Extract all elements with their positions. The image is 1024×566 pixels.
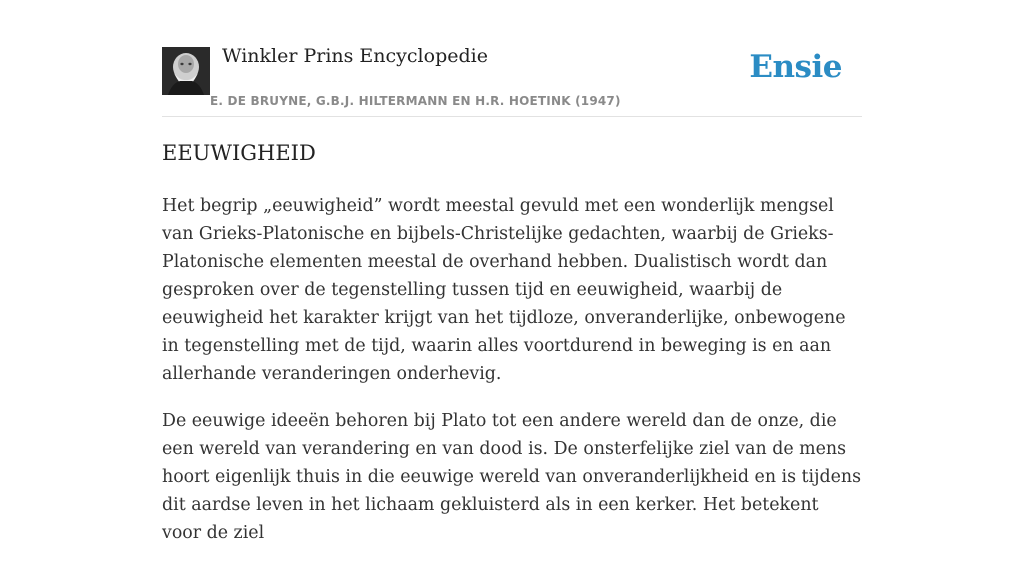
publication-title[interactable]: Winkler Prins Encyclopedie — [222, 45, 488, 67]
article-title: EEUWIGHEID — [162, 141, 316, 165]
page-header — [162, 0, 862, 117]
publication-authors: E. DE BRUYNE, G.B.J. HILTERMANN EN H.R. HOETINK (1947) — [210, 94, 621, 108]
ensie-logo[interactable]: Ensie — [749, 49, 842, 85]
article-paragraph: De eeuwige ideeën behoren bij Plato tot een andere wereld dan de onze, die een wereld van verandering en van dood is. De onsterfelijke ziel van de mens hoort eigenlijk thuis in die eeuwige wereld van onveranderlijkheid en is tijdens dit aardse leven in het lichaam gekluisterd als in een kerker. Het betekent voor de ziel — [162, 411, 862, 543]
article-paragraph: Het begrip „eeuwigheid” wordt meestal gevuld met een wonderlijk mengsel van Grieks-Platonische en bijbels-Christelijke gedachten, waarbij de Grieks-Platonische elementen meestal de overhand hebben. Dualistisch wordt dan gesproken over de tegenstelling tussen tijd en eeuwigheid, waarbij de eeuwigheid het karakter krijgt van het tijdloze, onveranderlijke, onbewogene in tegenstelling met de tijd, waarin alles voortdurend in beweging is en aan allerhande veranderingen onderhevig. — [162, 196, 846, 384]
content-container — [162, 0, 862, 543]
author-avatar[interactable] — [162, 47, 210, 95]
author-portrait-icon — [162, 47, 210, 95]
article-body — [162, 192, 862, 566]
